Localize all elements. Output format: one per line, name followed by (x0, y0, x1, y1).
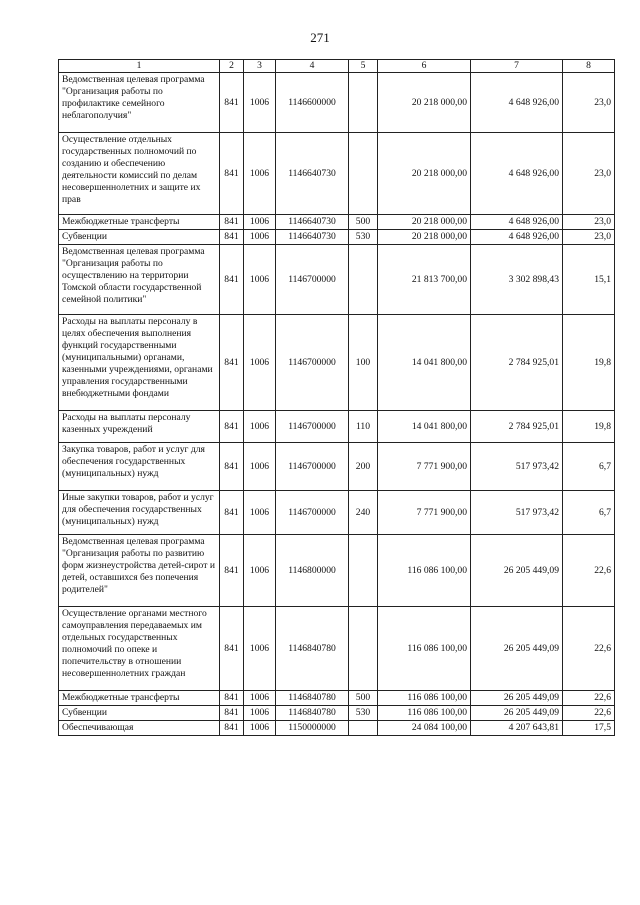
cell-c3: 1006 (244, 706, 276, 721)
cell-c2: 841 (220, 133, 244, 215)
table-row (59, 607, 615, 691)
cell-c7: 26 205 449,09 (471, 607, 563, 691)
cell-c4: 1146640730 (276, 230, 349, 245)
cell-c5: 530 (349, 706, 378, 721)
cell-c7: 517 973,42 (471, 443, 563, 491)
table-row (59, 215, 615, 230)
column-header: 2 (220, 60, 244, 73)
cell-c5 (349, 535, 378, 607)
row-label: Ведомственная целевая программа "Организация работы по профилактике семейного неблагополучия" (59, 73, 220, 133)
cell-c5 (349, 721, 378, 736)
cell-c3: 1006 (244, 535, 276, 607)
cell-c8: 23,0 (563, 133, 615, 215)
cell-c2: 841 (220, 607, 244, 691)
table-row (59, 491, 615, 535)
column-header: 4 (276, 60, 349, 73)
cell-c3: 1006 (244, 245, 276, 315)
page-number: 271 (310, 30, 330, 45)
cell-c8: 23,0 (563, 215, 615, 230)
cell-c6: 20 218 000,00 (378, 215, 471, 230)
cell-c6: 21 813 700,00 (378, 245, 471, 315)
cell-c4: 1146700000 (276, 315, 349, 411)
cell-c3: 1006 (244, 443, 276, 491)
table-row (59, 691, 615, 706)
cell-c3: 1006 (244, 73, 276, 133)
column-header: 1 (59, 60, 220, 73)
cell-c2: 841 (220, 721, 244, 736)
row-label: Закупка товаров, работ и услуг для обеспечения государственных (муниципальных) нужд (59, 443, 220, 491)
row-label: Межбюджетные трансферты (59, 215, 220, 230)
cell-c3: 1006 (244, 230, 276, 245)
cell-c3: 1006 (244, 215, 276, 230)
cell-c8: 15,1 (563, 245, 615, 315)
cell-c2: 841 (220, 491, 244, 535)
cell-c8: 17,5 (563, 721, 615, 736)
cell-c4: 1146840780 (276, 706, 349, 721)
cell-c5 (349, 245, 378, 315)
row-label: Обеспечивающая (59, 721, 220, 736)
cell-c3: 1006 (244, 691, 276, 706)
cell-c7: 4 648 926,00 (471, 133, 563, 215)
row-label: Осуществление отдельных государственных полномочий по созданию и обеспечению деятельности комиссий по делам несовершеннолетних и защите их прав (59, 133, 220, 215)
cell-c8: 6,7 (563, 491, 615, 535)
table-row (59, 443, 615, 491)
cell-c4: 1146640730 (276, 215, 349, 230)
column-header: 7 (471, 60, 563, 73)
cell-c8: 23,0 (563, 230, 615, 245)
cell-c8: 22,6 (563, 535, 615, 607)
cell-c4: 1146800000 (276, 535, 349, 607)
cell-c2: 841 (220, 535, 244, 607)
cell-c4: 1146700000 (276, 411, 349, 443)
cell-c6: 116 086 100,00 (378, 607, 471, 691)
row-label: Расходы на выплаты персоналу казенных учреждений (59, 411, 220, 443)
cell-c8: 22,6 (563, 607, 615, 691)
table-row (59, 411, 615, 443)
cell-c7: 4 648 926,00 (471, 73, 563, 133)
cell-c7: 3 302 898,43 (471, 245, 563, 315)
column-header: 8 (563, 60, 615, 73)
table-row (59, 535, 615, 607)
cell-c3: 1006 (244, 721, 276, 736)
cell-c5: 100 (349, 315, 378, 411)
cell-c7: 4 207 643,81 (471, 721, 563, 736)
cell-c6: 20 218 000,00 (378, 230, 471, 245)
column-header: 5 (349, 60, 378, 73)
cell-c5: 500 (349, 215, 378, 230)
cell-c5: 500 (349, 691, 378, 706)
cell-c2: 841 (220, 706, 244, 721)
cell-c2: 841 (220, 215, 244, 230)
cell-c7: 4 648 926,00 (471, 230, 563, 245)
row-label: Межбюджетные трансферты (59, 691, 220, 706)
cell-c4: 1150000000 (276, 721, 349, 736)
cell-c4: 1146840780 (276, 607, 349, 691)
row-label: Субвенции (59, 230, 220, 245)
cell-c6: 20 218 000,00 (378, 73, 471, 133)
cell-c8: 19,8 (563, 315, 615, 411)
cell-c7: 26 205 449,09 (471, 706, 563, 721)
cell-c4: 1146600000 (276, 73, 349, 133)
cell-c6: 20 218 000,00 (378, 133, 471, 215)
cell-c8: 19,8 (563, 411, 615, 443)
cell-c2: 841 (220, 315, 244, 411)
cell-c5: 200 (349, 443, 378, 491)
cell-c2: 841 (220, 245, 244, 315)
header-row (59, 60, 615, 73)
cell-c8: 22,6 (563, 706, 615, 721)
cell-c2: 841 (220, 443, 244, 491)
row-label: Ведомственная целевая программа "Организация работы по развитию форм жизнеустройства детей-сирот и детей, оставшихся без попечения родителей" (59, 535, 220, 607)
cell-c3: 1006 (244, 491, 276, 535)
table-row (59, 721, 615, 736)
cell-c6: 7 771 900,00 (378, 443, 471, 491)
cell-c5 (349, 73, 378, 133)
cell-c3: 1006 (244, 607, 276, 691)
cell-c5: 530 (349, 230, 378, 245)
cell-c2: 841 (220, 691, 244, 706)
cell-c7: 2 784 925,01 (471, 411, 563, 443)
cell-c4: 1146700000 (276, 443, 349, 491)
row-label: Субвенции (59, 706, 220, 721)
cell-c6: 24 084 100,00 (378, 721, 471, 736)
cell-c3: 1006 (244, 315, 276, 411)
cell-c7: 2 784 925,01 (471, 315, 563, 411)
cell-c6: 116 086 100,00 (378, 691, 471, 706)
cell-c5 (349, 607, 378, 691)
cell-c7: 26 205 449,09 (471, 535, 563, 607)
cell-c4: 1146700000 (276, 245, 349, 315)
cell-c5: 240 (349, 491, 378, 535)
cell-c3: 1006 (244, 133, 276, 215)
cell-c6: 116 086 100,00 (378, 706, 471, 721)
row-label: Осуществление органами местного самоуправления передаваемых им отдельных государственных полномочий по опеке и попечительству в отношении несовершеннолетних граждан (59, 607, 220, 691)
cell-c8: 6,7 (563, 443, 615, 491)
column-header: 3 (244, 60, 276, 73)
table-row (59, 133, 615, 215)
cell-c4: 1146640730 (276, 133, 349, 215)
cell-c2: 841 (220, 411, 244, 443)
row-label: Иные закупки товаров, работ и услуг для обеспечения государственных (муниципальных) нужд (59, 491, 220, 535)
table-row (59, 230, 615, 245)
table-row (59, 706, 615, 721)
cell-c6: 14 041 800,00 (378, 411, 471, 443)
table-row (59, 73, 615, 133)
cell-c7: 517 973,42 (471, 491, 563, 535)
budget-table (58, 59, 615, 736)
cell-c6: 14 041 800,00 (378, 315, 471, 411)
cell-c2: 841 (220, 73, 244, 133)
cell-c5 (349, 133, 378, 215)
cell-c3: 1006 (244, 411, 276, 443)
cell-c2: 841 (220, 230, 244, 245)
table-row (59, 315, 615, 411)
row-label: Ведомственная целевая программа "Организация работы по осуществлению на территории Томской области государственной семейной политики" (59, 245, 220, 315)
table-body (59, 73, 615, 736)
cell-c4: 1146700000 (276, 491, 349, 535)
cell-c7: 4 648 926,00 (471, 215, 563, 230)
column-header: 6 (378, 60, 471, 73)
cell-c4: 1146840780 (276, 691, 349, 706)
row-label: Расходы на выплаты персоналу в целях обеспечения выполнения функций государственными (муниципальными) органами, казенными учреждениями, органами управления государственными внебюджетными фондами (59, 315, 220, 411)
cell-c6: 7 771 900,00 (378, 491, 471, 535)
cell-c5: 110 (349, 411, 378, 443)
cell-c7: 26 205 449,09 (471, 691, 563, 706)
table-row (59, 245, 615, 315)
cell-c6: 116 086 100,00 (378, 535, 471, 607)
cell-c8: 22,6 (563, 691, 615, 706)
cell-c8: 23,0 (563, 73, 615, 133)
